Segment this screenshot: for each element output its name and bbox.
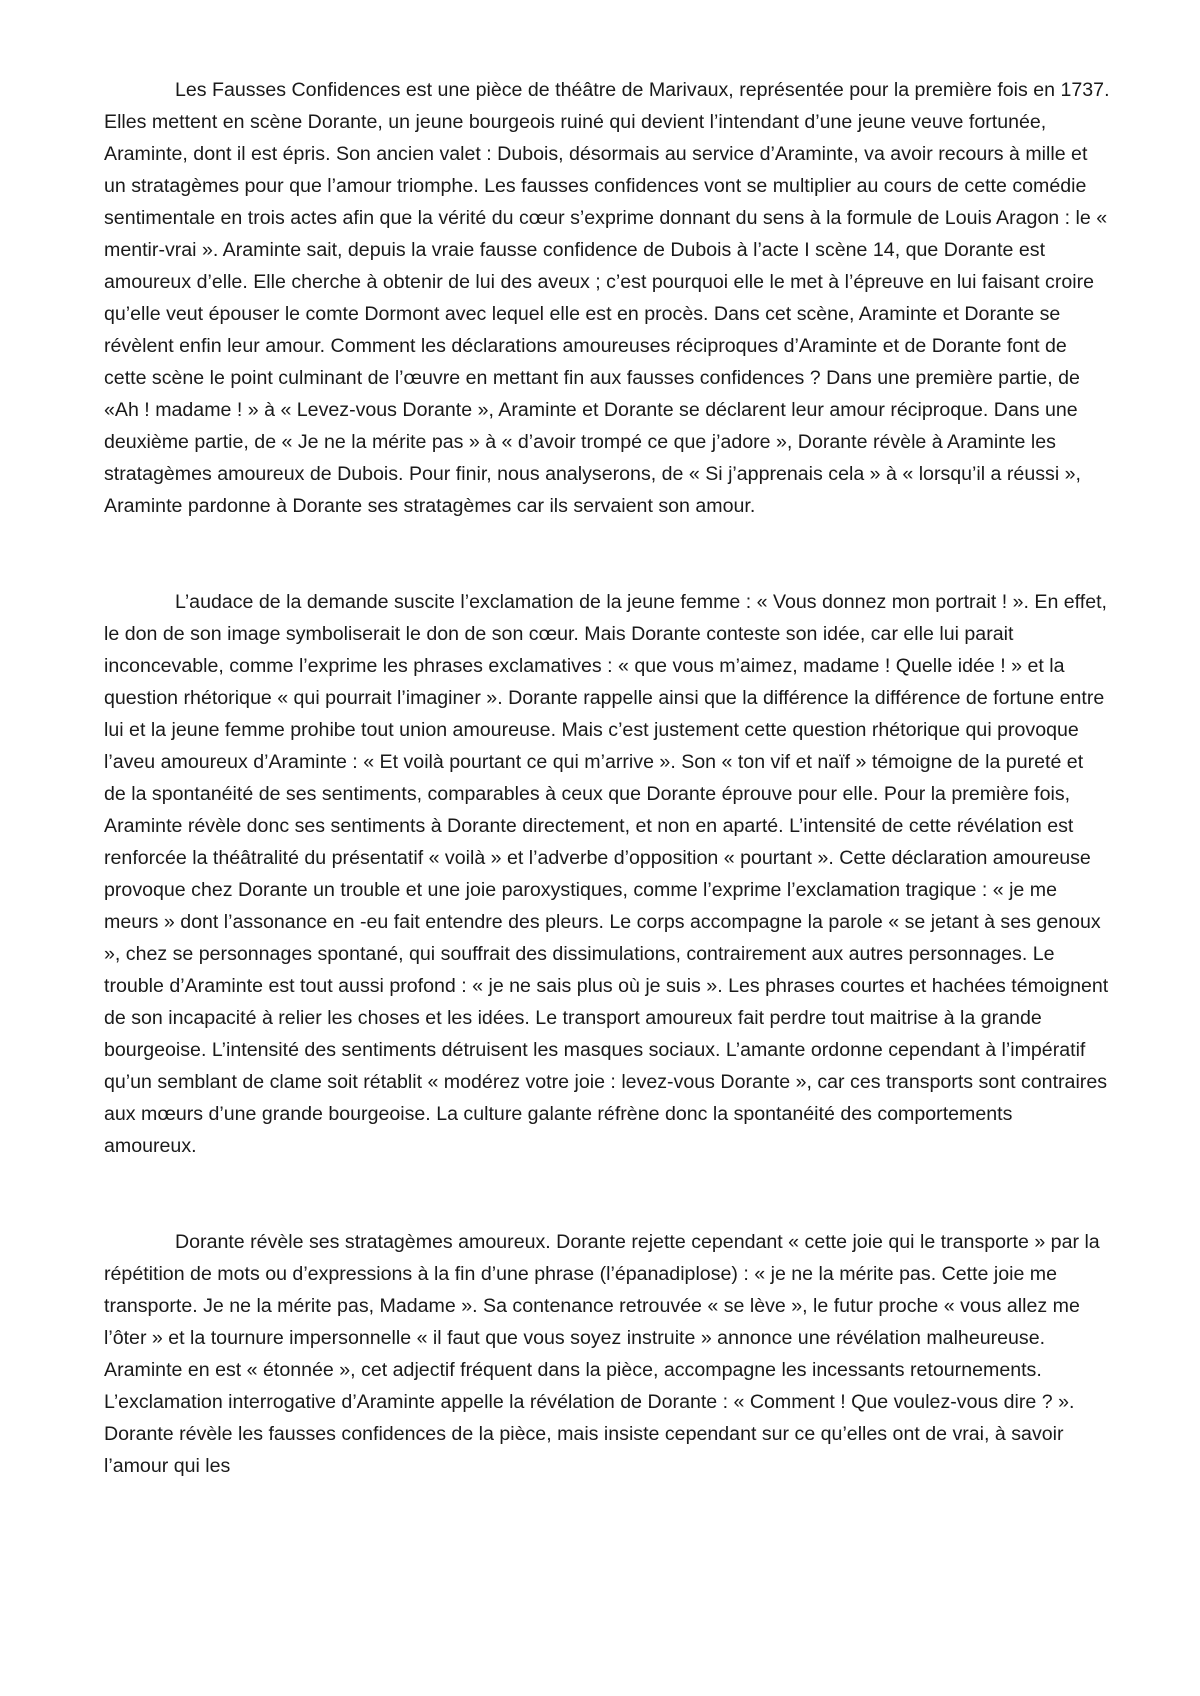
paragraph-spacer: [104, 522, 1110, 586]
document-body: [104, 74, 1110, 1482]
paragraph-spacer: [104, 1162, 1110, 1226]
paragraph-first-part: L’audace de la demande suscite l’exclamation de la jeune femme : « Vous donnez mon portrait ! ». En effet, le don de son image symboliserait le don de son cœur. Mais Dorante conteste son idée, car elle lui parait inconcevable, comme l’exprime les phrases exclamatives : « que vous m’aimez, madame ! Quelle idée ! » et la question rhétorique « qui pourrait l’imaginer ». Dorante rappelle ainsi que la différence la différence de fortune entre lui et la jeune femme prohibe tout union amoureuse. Mais c’est justement cette question rhétorique qui provoque l’aveu amoureux d’Araminte : « Et voilà pourtant ce qui m’arrive ». Son « ton vif et naïf » témoigne de la pureté et de la spontanéité de ses sentiments, comparables à ceux que Dorante éprouve pour elle. Pour la première fois, Araminte révèle donc ses sentiments à Dorante directement, et non en aparté. L’intensité de cette révélation est renforcée la théâtralité du présentatif « voilà » et l’adverbe d’opposition « pourtant ». Cette déclaration amoureuse provoque chez Dorante un trouble et une joie paroxystiques, comme l’exprime l’exclamation tragique : « je me meurs » dont l’assonance en -eu fait entendre des pleurs. Le corps accompagne la parole « se jetant à ses genoux », chez se personnages spontané, qui souffrait des dissimulations, contrairement aux autres personnages. Le trouble d’Araminte est tout aussi profond : « je ne sais plus où je suis ». Les phrases courtes et hachées témoignent de son incapacité à relier les choses et les idées. Le transport amoureux fait perdre tout maitrise à la grande bourgeoise. L’intensité des sentiments détruisent les masques sociaux. L’amante ordonne cependant à l’impératif qu’un semblant de clame soit rétablit « modérez votre joie : levez-vous Dorante », car ces transports sont contraires aux mœurs d’une grande bourgeoise. La culture galante réfrène donc la spontanéité des comportements amoureux.: [104, 591, 1109, 1157]
paragraph-second-part: Dorante révèle ses stratagèmes amoureux. Dorante rejette cependant « cette joie qui le transporte » par la répétition de mots ou d’expressions à la fin d’une phrase (l’épanadiplose) : « je ne la mérite pas. Cette joie me transporte. Je ne la mérite pas, Madame ». Sa contenance retrouvée « se lève », le futur proche « vous allez me l’ôter » et la tournure impersonnelle « il faut que vous soyez instruite » annonce une révélation malheureuse. Araminte en est « étonnée », cet adjectif fréquent dans la pièce, accompagne les incessants retournements. L’exclamation interrogative d’Araminte appelle la révélation de Dorante : « Comment ! Que voulez-vous dire ? ». Dorante révèle les fausses confidences de la pièce, mais insiste cependant sur ce qu’elles ont de vrai, à savoir l’amour qui les: [104, 1231, 1100, 1477]
paragraph-introduction: Les Fausses Confidences est une pièce de théâtre de Marivaux, représentée pour la première fois en 1737. Elles mettent en scène Dorante, un jeune bourgeois ruiné qui devient l’intendant d’une jeune veuve fortunée, Araminte, dont il est épris. Son ancien valet : Dubois, désormais au service d’Araminte, va avoir recours à mille et un stratagèmes pour que l’amour triomphe. Les fausses confidences vont se multiplier au cours de cette comédie sentimentale en trois actes afin que la vérité du cœur s’exprime donnant du sens à la formule de Louis Aragon : le « mentir-vrai ». Araminte sait, depuis la vraie fausse confidence de Dubois à l’acte I scène 14, que Dorante est amoureux d’elle. Elle cherche à obtenir de lui des aveux ; c’est pourquoi elle le met à l’épreuve en lui faisant croire qu’elle veut épouser le comte Dormont avec lequel elle est en procès. Dans cet scène, Araminte et Dorante se révèlent enfin leur amour. Comment les déclarations amoureuses réciproques d’Araminte et de Dorante font de cette scène le point culminant de l’œuvre en mettant fin aux fausses confidences ? Dans une première partie, de «Ah ! madame ! » à « Levez-vous Dorante », Araminte et Dorante se déclarent leur amour réciproque. Dans une deuxième partie, de « Je ne la mérite pas » à « d’avoir trompé ce que j’adore », Dorante révèle à Araminte les stratagèmes amoureux de Dubois. Pour finir, nous analyserons, de « Si j’apprenais cela » à « lorsqu’il a réussi », Araminte pardonne à Dorante ses stratagèmes car ils servaient son amour.: [104, 79, 1110, 517]
